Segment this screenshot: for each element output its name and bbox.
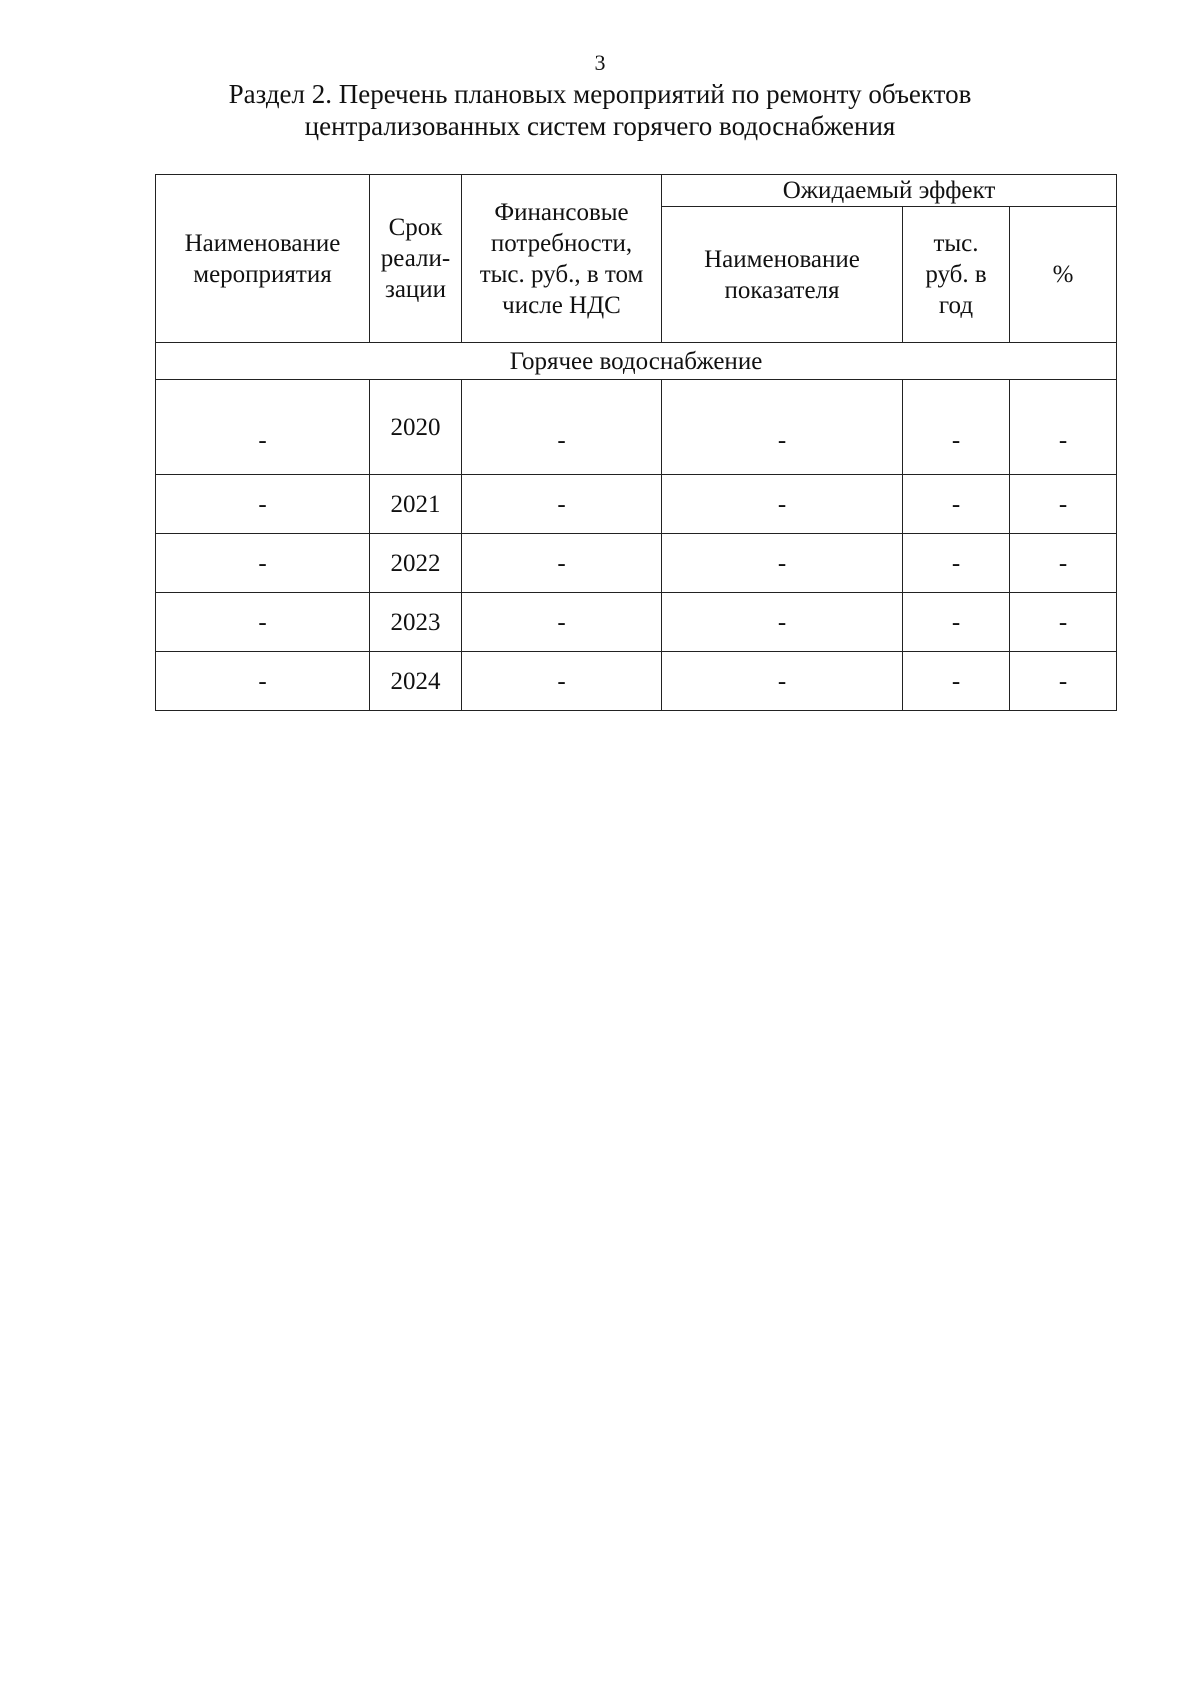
cell-finance: - — [462, 593, 662, 652]
section-title-line-2: централизованных систем горячего водоснабжения — [304, 111, 896, 141]
cell-thousand-rub: - — [903, 652, 1010, 711]
cell-percent: - — [1010, 593, 1117, 652]
cell-finance: - — [462, 534, 662, 593]
cell-name: - — [156, 652, 370, 711]
table-row — [156, 475, 1117, 534]
cell-thousand-rub: - — [903, 534, 1010, 593]
cell-year: 2023 — [370, 593, 462, 652]
cell-indicator: - — [662, 593, 903, 652]
cell-name: - — [156, 475, 370, 534]
cell-name: - — [156, 593, 370, 652]
cell-indicator: - — [662, 534, 903, 593]
header-thousand-rub: тыс. руб. в год — [903, 207, 1010, 343]
cell-thousand-rub: - — [903, 475, 1010, 534]
cell-indicator: - — [662, 475, 903, 534]
plan-table — [155, 174, 1117, 711]
cell-finance: - — [462, 475, 662, 534]
header-indicator: Наименование показателя — [662, 207, 903, 343]
cell-finance: - — [462, 652, 662, 711]
table-row — [156, 380, 1117, 475]
cell-indicator: - — [662, 380, 903, 475]
header-expected-effect: Ожидаемый эффект — [662, 175, 1117, 207]
cell-thousand-rub: - — [903, 380, 1010, 475]
cell-percent: - — [1010, 534, 1117, 593]
section-title-line-1: Раздел 2. Перечень плановых мероприятий по ремонту объектов — [228, 79, 972, 109]
header-term: Срок реали-зации — [370, 175, 462, 343]
cell-name: - — [156, 534, 370, 593]
cell-indicator: - — [662, 652, 903, 711]
cell-thousand-rub: - — [903, 593, 1010, 652]
page-number: 3 — [594, 50, 606, 75]
table-row — [156, 534, 1117, 593]
table-row — [156, 652, 1117, 711]
cell-percent: - — [1010, 475, 1117, 534]
section-title — [0, 78, 1200, 142]
header-row-1 — [156, 175, 1117, 207]
header-finance: Финансовые потребности, тыс. руб., в том числе НДС — [462, 175, 662, 343]
section-row — [156, 343, 1117, 380]
cell-name: - — [156, 380, 370, 475]
cell-year: 2020 — [370, 380, 462, 475]
header-name: Наименование мероприятия — [156, 175, 370, 343]
cell-year: 2021 — [370, 475, 462, 534]
cell-year: 2022 — [370, 534, 462, 593]
header-percent: % — [1010, 207, 1117, 343]
section-label: Горячее водоснабжение — [156, 343, 1117, 380]
cell-percent: - — [1010, 380, 1117, 475]
table-row — [156, 593, 1117, 652]
cell-finance: - — [462, 380, 662, 475]
cell-percent: - — [1010, 652, 1117, 711]
cell-year: 2024 — [370, 652, 462, 711]
